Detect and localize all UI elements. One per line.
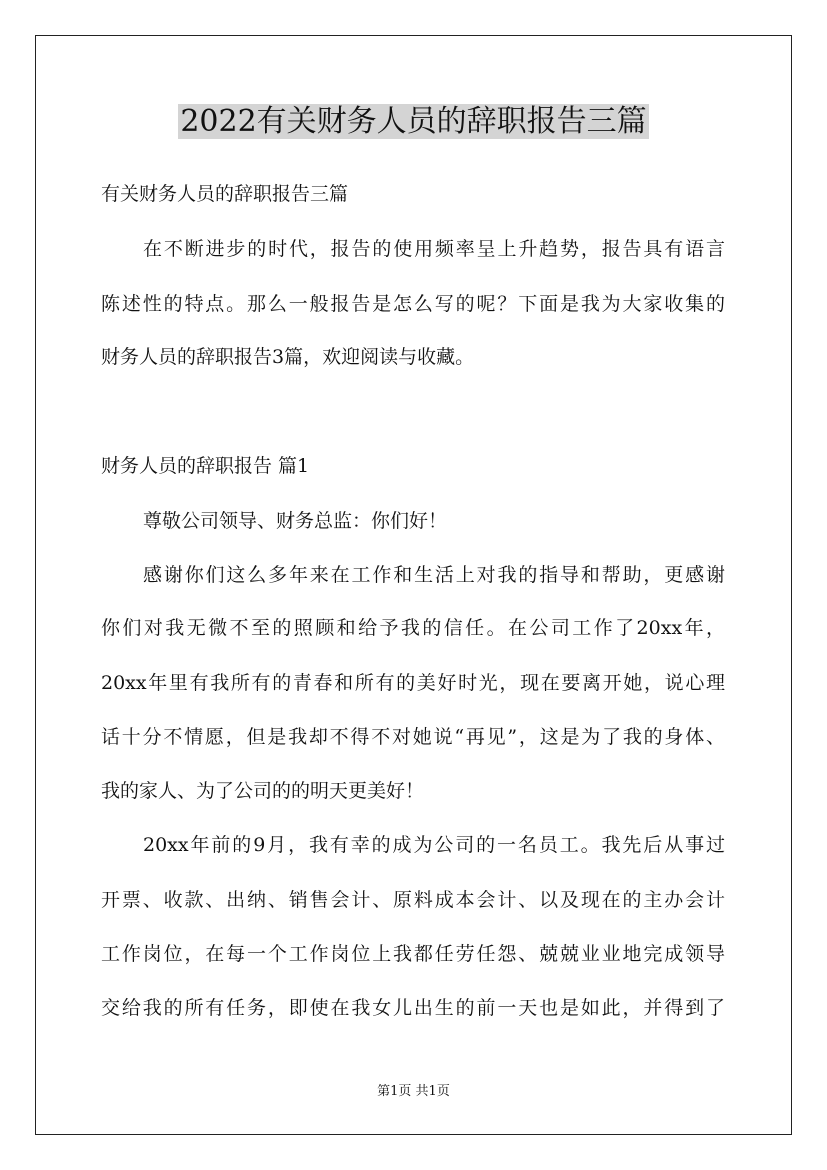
paragraph2-line-3: 工作岗位，在每一个工作岗位上我都任劳任怨、兢兢业业地完成领导 bbox=[101, 943, 725, 965]
document-title-text: 2022有关财务人员的辞职报告三篇 bbox=[180, 104, 647, 139]
paragraph2-line-2: 开票、收款、出纳、销售会计、原料成本会计、以及现在的主办会计 bbox=[101, 889, 725, 911]
intro-line-1: 在不断进步的时代，报告的使用频率呈上升趋势，报告具有语言 bbox=[143, 238, 725, 260]
paragraph1-line-5: 我的家人、为了公司的的明天更美好！ bbox=[101, 780, 425, 802]
paragraph1-line-3: 20xx年里有我所有的青春和所有的美好时光，现在要离开她，说心理 bbox=[101, 672, 725, 694]
paragraph1-line-2: 你们对我无微不至的照顾和给予我的信任。在公司工作了20xx年， bbox=[101, 617, 725, 639]
paragraph1-line-1: 感谢你们这么多年来在工作和生活上对我的指导和帮助，更感谢 bbox=[143, 564, 725, 586]
intro-line-3: 财务人员的辞职报告3篇，欢迎阅读与收藏。 bbox=[101, 346, 475, 368]
document-title bbox=[0, 100, 827, 144]
document-subtitle: 有关财务人员的辞职报告三篇 bbox=[101, 183, 349, 205]
paragraph2-line-4: 交给我的所有任务，即使在我女儿出生的前一天也是如此，并得到了 bbox=[101, 997, 725, 1019]
paragraph1-line-4: 话十分不情愿，但是我却不得不对她说“再见”，这是为了我的身体、 bbox=[101, 726, 725, 748]
section-heading: 财务人员的辞职报告 篇1 bbox=[101, 455, 310, 477]
intro-line-2: 陈述性的特点。那么一般报告是怎么写的呢？下面是我为大家收集的 bbox=[101, 293, 725, 315]
paragraph2-line-1: 20xx年前的9月，我有幸的成为公司的一名员工。我先后从事过 bbox=[143, 834, 725, 856]
page-footer: 第1页 共1页 bbox=[377, 1084, 450, 1099]
salutation: 尊敬公司领导、财务总监：你们好！ bbox=[143, 510, 448, 532]
